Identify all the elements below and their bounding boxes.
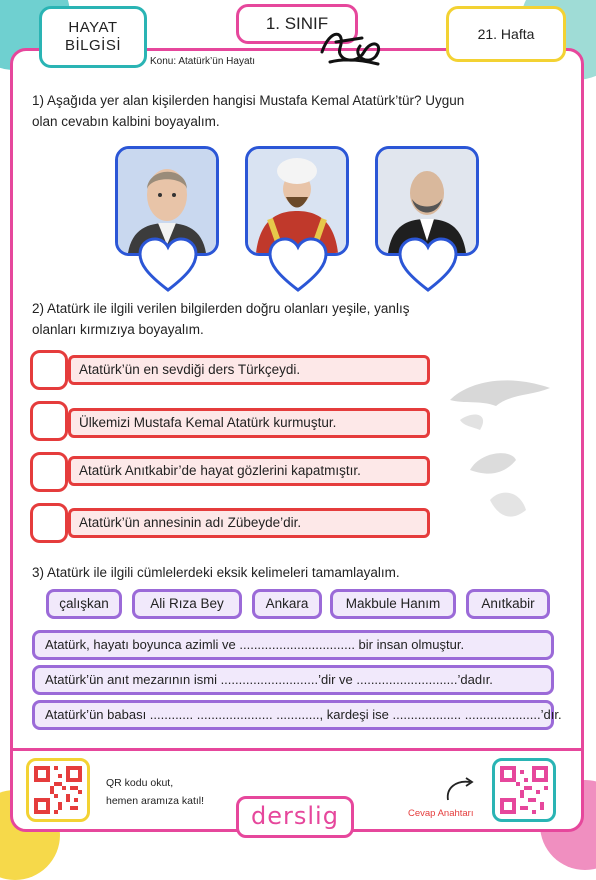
- qr-caption: [106, 774, 204, 810]
- qr-caption-line1: QR kodu okut,: [106, 777, 174, 789]
- heart-option-3[interactable]: [397, 236, 459, 294]
- brand-logo: [236, 796, 354, 838]
- tf-answer-box-1[interactable]: [30, 350, 68, 390]
- qr-code-join[interactable]: [26, 758, 90, 822]
- word-chip-anitkabir[interactable]: Anıtkabir: [466, 589, 550, 619]
- curved-arrow-icon: [444, 776, 478, 802]
- tf-answer-box-3[interactable]: [30, 452, 68, 492]
- topic-label: Konu: Atatürk’ün Hayatı: [150, 56, 256, 67]
- week-label: 21. Hafta: [477, 26, 535, 42]
- heart-option-2[interactable]: [267, 236, 329, 294]
- fill-sentence-3[interactable]: Atatürk’ün babası ............ ..................... ............, kardeşi ise ................... .....................’dır.: [32, 700, 554, 730]
- ataturk-silhouette: [440, 360, 560, 540]
- word-chip-makbule-hanim[interactable]: Makbule Hanım: [330, 589, 456, 619]
- brand-name: derslig: [251, 802, 339, 830]
- question-1-text: [32, 90, 464, 132]
- subject-line2: BİLGİSİ: [64, 37, 122, 54]
- fill-sentence-2[interactable]: Atatürk’ün anıt mezarının ismi ...........................’dir ve ............................’dadır.: [32, 665, 554, 695]
- tf-answer-box-4[interactable]: [30, 503, 68, 543]
- tf-statement-2: Ülkemizi Mustafa Kemal Atatürk kurmuştur.: [68, 408, 430, 438]
- week-box: [446, 6, 566, 62]
- question-2-line2: olanları kırmızıya boyayalım.: [32, 322, 204, 337]
- question-1-line1: 1) Aşağıda yer alan kişilerden hangisi Mustafa Kemal Atatürk’tür? Uygun: [32, 93, 465, 108]
- subject-line1: HAYAT: [68, 19, 118, 36]
- heart-option-1[interactable]: [137, 236, 199, 294]
- tf-statement-4: Atatürk’ün annesinin adı Zübeyde’dir.: [68, 508, 430, 538]
- footer-divider: [12, 748, 582, 751]
- tf-statement-1: Atatürk’ün en sevdiği ders Türkçeydi.: [68, 355, 430, 385]
- question-3-text: 3) Atatürk ile ilgili cümlelerdeki eksik kelimeleri tamamlayalım.: [32, 565, 400, 580]
- question-2-text: [32, 298, 409, 340]
- qr-caption-line2: hemen aramıza katıl!: [106, 795, 205, 807]
- answer-key-label: Cevap Anahtarı: [408, 808, 474, 819]
- word-chip-calıskan[interactable]: çalışkan: [46, 589, 122, 619]
- grade-label: 1. SINIF: [265, 14, 329, 33]
- fill-sentence-1[interactable]: Atatürk, hayatı boyunca azimli ve ................................ bir insan olmuştur.: [32, 630, 554, 660]
- qr-code-answer-key[interactable]: [492, 758, 556, 822]
- word-chip-ankara[interactable]: Ankara: [252, 589, 322, 619]
- subject-box: [39, 6, 147, 68]
- signature-icon: [316, 22, 386, 72]
- question-1-line2: olan cevabın kalbini boyayalım.: [32, 114, 220, 129]
- tf-statement-3: Atatürk Anıtkabir’de hayat gözlerini kapatmıştır.: [68, 456, 430, 486]
- question-2-line1: 2) Atatürk ile ilgili verilen bilgilerden doğru olanları yeşile, yanlış: [32, 301, 410, 316]
- tf-answer-box-2[interactable]: [30, 401, 68, 441]
- word-chip-ali-riza-bey[interactable]: Ali Rıza Bey: [132, 589, 242, 619]
